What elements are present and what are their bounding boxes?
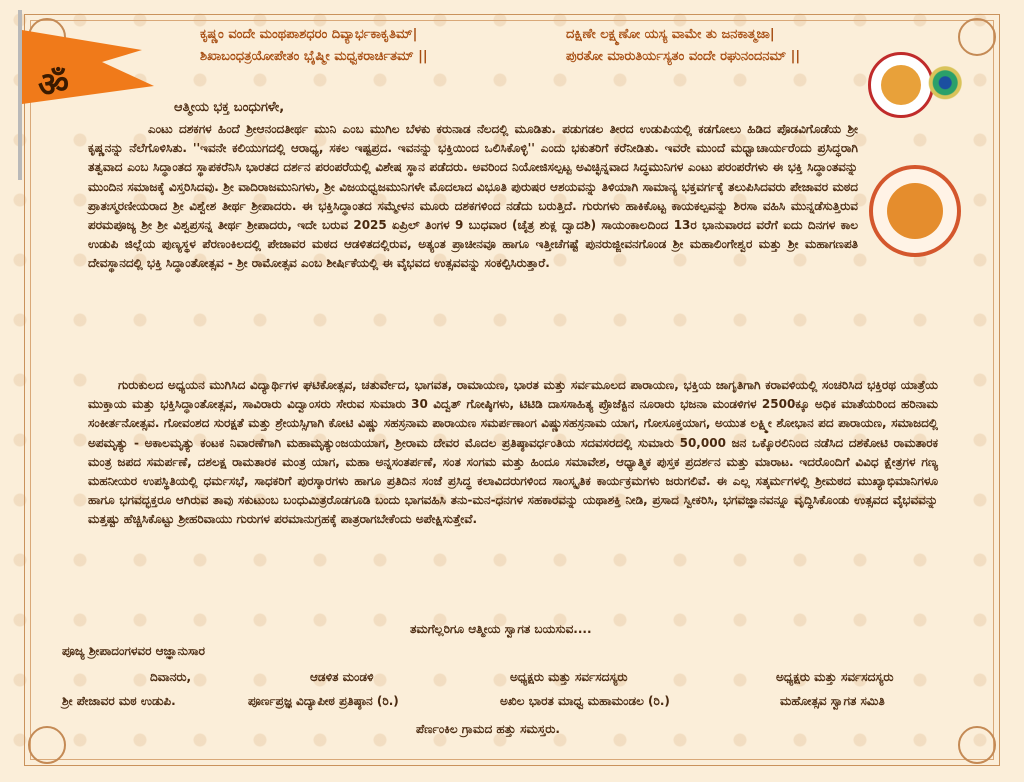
salutation: ಆತ್ಮೀಯ ಭಕ್ತ ಬಂಧುಗಳೇ, xyxy=(174,100,285,115)
signatory-3-org: ಅಖಿಲ ಭಾರತ ಮಾಧ್ವ ಮಹಾಮಂಡಲ (ರಿ.) xyxy=(500,694,670,708)
corner-ornament xyxy=(958,18,996,56)
signatory-1-title: ದಿವಾನರು, xyxy=(150,670,192,684)
utsava-logo xyxy=(869,165,961,257)
footer-line: ಪೆರ್ಣಂಕಿಲ ಗ್ರಾಮದ ಹತ್ತು ಸಮಸ್ತರು. xyxy=(416,722,560,736)
paragraph-2: ಗುರುಕುಲದ ಅಧ್ಯಯನ ಮುಗಿಸಿದ ವಿದ್ಯಾರ್ಥಿಗಳ ಘಟಿಕೋತ್ಸವ, ಚತುರ್ವೇದ, ಭಾಗವತ, ರಾಮಾಯಣ, ಭಾರತ ಮತ್ತು ಸರ್ವಮೂಲದ ಪಾರಾಯಣ, ಭಕ್ತಿಯ ಜಾಗೃತಿಗಾಗಿ ಕರಾವಳಿಯಲ್ಲಿ ಸಂಚರಿಸಿದ ಭಕ್ತಿರಥ ಯಾತ್ರೆಯ ಮುಕ್ತಾಯ ಮತ್ತು ಭಕ್ತಿಸಿದ್ಧಾಂತೋತ್ಸವ, ಸಾವಿರಾರು ವಿದ್ವಾಂಸರು ಸೇರುವ ಸುಮಾರು 30 ವಿದ್ವತ್ ಗೋಷ್ಠಿಗಳು, ಟಿಟಿಡಿ ದಾಸಸಾಹಿತ್ಯ ಪ್ರೊಜೆಕ್ಟಿನ ನೂರಾರು ಭಜನಾ ಮಂಡಳಿಗಳ 2500ಕ್ಕೂ ಅಧಿಕ ಮಾತೆಯರಿಂದ ಹರಿನಾಮ ಸಂಕೀರ್ತನೋತ್ಸವ. ಗೋವಂಶದ ಸುರಕ್ಷತೆ ಮತ್ತು ಶ್ರೇಯಸ್ಸಿಗಾಗಿ ಕೋಟಿ ವಿಷ್ಣು ಸಹಸ್ರನಾಮ ಪಾರಾಯಣ ಸಮರ್ಪಣಾಂಗ ವಿಷ್ಣುಸಹಸ್ರನಾಮ ಯಾಗ, ಗೋಸೂಕ್ತಯಾಗ, ಅಯುತ ಲಕ್ಷ್ಮೀ ಶೋಭಾನ ಪದ ಪಾರಾಯಣ, ಸಮಾಜದಲ್ಲಿ ಅಪಮೃತ್ಯು - ಅಕಾಲಮೃತ್ಯು ಕಂಟಕ ನಿವಾರಣೆಗಾಗಿ ಮಹಾಮೃತ್ಯುಂಜಯಯಾಗ, ಶ್ರೀರಾಮ ದೇವರ ಮೊದಲ ಪ್ರತಿಷ್ಠಾವರ್ಧಂತಿಯ ಸದವಸರದಲ್ಲಿ ಸುಮಾರು 50,000 ಜನ ಒಕ್ಕೊರಲಿನಿಂದ ನಡೆಸಿದ ದಶಕೋಟಿ ರಾಮತಾರಕ ಮಂತ್ರ ಜಪದ ಸಮರ್ಪಣೆ, ದಶಲಕ್ಷ ರಾಮತಾರಕ ಮಂತ್ರ ಯಾಗ, ಮಹಾ ಅನ್ನಸಂತರ್ಪಣೆ, ಸಂತ ಸಂಗಮ ಮತ್ತು ಹಿಂದೂ ಸಮಾವೇಶ, ಆಧ್ಯಾತ್ಮಿಕ ಪುಸ್ತಕ ಪ್ರದರ್ಶನ ಮತ್ತು ಮಾರಾಟ. ಇದರೊಂದಿಗೆ ವಿವಿಧ ಕ್ಷೇತ್ರಗಳ ಗಣ್ಯ ಮಹನೀಯರ ಉಪಸ್ಥಿತಿಯಲ್ಲಿ ಧರ್ಮಸಭೆ, ಸಾಧಕರಿಗೆ ಪುರಸ್ಕಾರಗಳು ಹಾಗೂ ಪ್ರತಿದಿನ ಸಂಜೆ ಪ್ರಸಿದ್ಧ ಕಲಾವಿದರುಗಳಿಂದ ಸಾಂಸ್ಕೃತಿಕ ಕಾರ್ಯಕ್ರಮಗಳು ಜರುಗಲಿವೆ. ಈ ಎಲ್ಲ ಸತ್ಕರ್ಮಗಳಲ್ಲಿ ಶ್ರೀಮಠದ ಮುಖ್ಯಾಭಿಮಾನಿಗಳೂ ಹಾಗೂ ಭಗವದ್ಭಕ್ತರೂ ಆಗಿರುವ ತಾವು ಸಕುಟುಂಬ ಬಂಧುಮಿತ್ರರೊಡಗೂಡಿ ಬಂದು ಭಾಗವಹಿಸಿ ತನು-ಮನ-ಧನಗಳ ಸಹಕಾರವನ್ನು ಯಥಾಶಕ್ತಿ ನೀಡಿ, ಪ್ರಸಾದ ಸ್ವೀಕರಿಸಿ, ಭಗವಜ್ಞಾನವನ್ನೂ ವೃದ್ಧಿಸಿಕೊಂಡು ಉತ್ಸವದ ವೈಭವವನ್ನು ಮತ್ತಷ್ಟು ಹೆಚ್ಚಿಸಿಕೊಟ್ಟು ಶ್ರೀಹರಿವಾಯು ಗುರುಗಳ ಪರಮಾನುಗ್ರಹಕ್ಕೆ ಪಾತ್ರರಾಗಬೇಕೆಂದು ಅಪೇಕ್ಷಿಸುತ್ತೇವೆ. xyxy=(88,378,938,527)
signatory-1-org: ಶ್ರೀ ಪೇಜಾವರ ಮಠ ಉಡುಪಿ. xyxy=(62,694,176,708)
signatory-4-title: ಅಧ್ಯಕ್ಷರು ಮತ್ತು ಸರ್ವಸದಸ್ಯರು xyxy=(776,670,894,684)
shloka-left: ಕೃಷ್ಣಂ ವಂದೇ ಮಂಥಪಾಶಧರಂ ದಿವ್ಯಾರ್ಭಕಾಕೃತಿಮ್| ಶಿಖಾಬಂಧತ್ರಯೋಪೇತಂ ಭೈಷ್ಮೀ ಮಧ್ವಕರಾರ್ಚಿತಮ್ || xyxy=(200,27,428,64)
paragraph-1: ಎಂಟು ದಶಕಗಳ ಹಿಂದೆ ಶ್ರೀಆನಂದತೀರ್ಥ ಮುನಿ ಎಂಬ ಮುಗಿಲ ಬೆಳಕು ಕರುನಾಡ ನೆಲದಲ್ಲಿ ಮೂಡಿತು. ಪಡುಗಡಲ ತೀರದ ಉಡುಪಿಯಲ್ಲಿ ಕಡಗೋಲು ಹಿಡಿದ ಪೊಡವಿಗೊಡೆಯ ಶ್ರೀ ಕೃಷ್ಣನನ್ನು ನೆಲೆಗೊಳಿಸಿತು. ''ಇವನೇ ಕಲಿಯುಗದಲ್ಲಿ ಆರಾಧ್ಯ, ಸಕಲ ಇಷ್ಟಪ್ರದ. ಇವನನ್ನು ಭಕ್ತಿಯಿಂದ ಒಲಿಸಿಕೊಳ್ಳಿ'' ಎಂದು ಭಕುತರಿಗೆ ಕರೆನೀಡಿತು. ಇವರೇ ಮುಂದೆ ಮಧ್ವಾಚಾರ್ಯರೆಂದು ಪ್ರಸಿದ್ಧರಾಗಿ ತತ್ವವಾದ ಎಂಬ ಸಿದ್ಧಾಂತದ ಸ್ಥಾಪಕರೆನಿಸಿ ಭಾರತದ ದರ್ಶನ ಪರಂಪರೆಯಲ್ಲಿ ವಿಶೇಷ ಸ್ಥಾನ ಪಡೆದರು. ಅವರಿಂದ ನಿಯೋಜಿಸಲ್ಪಟ್ಟ ಅವಿಚ್ಛಿನ್ನವಾದ ಸಿದ್ಧಮುನಿಗಳ ಎಂಟು ಪರಂಪರೆಗಳು ಈ ಭಕ್ತಿ ಸಿದ್ಧಾಂತವನ್ನು ಮುಂದಿನ ಸಮಾಜಕ್ಕೆ ವಿಸ್ತರಿಸಿದವು. ಶ್ರೀ ವಾದಿರಾಜಮುನಿಗಳು, ಶ್ರೀ ವಿಜಯಧ್ವಜಮುನಿಗಳೇ ಮೊದಲಾದ ವಿಭೂತಿ ಪುರುಷರ ಆಶಯವನ್ನು ತಿಳಿಯಾಗಿ ಸಾಮಾನ್ಯ ಭಕ್ತವರ್ಗಕ್ಕೆ ತಲುಪಿಸಿದವರು ಪೇಜಾವರ ಮಠದ ಪ್ರಾತಃಸ್ಮರಣೀಯರಾದ ಶ್ರೀ ವಿಶ್ವೇಶ ತೀರ್ಥ ಶ್ರೀಪಾದರು. ಈ ಭಕ್ತಿಸಿದ್ಧಾಂತದ ಸಮ್ಮೇಳನ ಮೂರು ದಶಕಗಳಿಂದ ನಡೆದು ಬರುತ್ತಿದೆ. ಗುರುಗಳು ಹಾಕಿಕೊಟ್ಟ ಕಾಯಕಲ್ಪವನ್ನು ಶಿರಸಾ ವಹಿಸಿ ಮುನ್ನಡೆಸುತ್ತಿರುವ ಪರಮಪೂಜ್ಯ ಶ್ರೀ ಶ್ರೀ ವಿಶ್ವಪ್ರಸನ್ನ ತೀರ್ಥ ಶ್ರೀಪಾದರು, ಇದೇ ಬರುವ 2025 ಏಪ್ರಿಲ್ ತಿಂಗಳ 9 ಬುಧವಾರ (ಚೈತ್ರ ಶುಕ್ಲ ದ್ವಾದಶಿ) ಸಾಯಂಕಾಲದಿಂದ 13ರ ಭಾನುವಾರದ ವರೆಗೆ ಐದು ದಿನಗಳ ಕಾಲ ಉಡುಪಿ ಜಿಲ್ಲೆಯ ಪುಣ್ಯಸ್ಥಳ ಪೆರಣಂಕಿಲದಲ್ಲಿ ಪೇಜಾವರ ಮಠದ ಆಡಳಿತದಲ್ಲಿರುವ, ಅತ್ಯಂತ ಪ್ರಾಚೀನವೂ ಹಾಗೂ ಇತ್ತೀಚೆಗಷ್ಟೆ ಪುನರುಜ್ಜೀವನಗೊಂಡ ಶ್ರೀ ಮಹಾಲಿಂಗೇಶ್ವರ ಮತ್ತು ಶ್ರೀ ಮಹಾಗಣಪತಿ ದೇವಸ್ಥಾನದಲ್ಲಿ ಭಕ್ತಿ ಸಿದ್ಧಾಂತೋತ್ಸವ - ಶ್ರೀ ರಾಮೋತ್ಸವ ಎಂಬ ಶೀರ್ಷಿಕೆಯಲ್ಲಿ ಈ ವೈಭವದ ಉತ್ಸವವನ್ನು ಸಂಕಲ್ಪಿಸಿರುತ್ತಾರೆ. xyxy=(88,122,858,271)
signatory-3-title: ಅಧ್ಯಕ್ಷರು ಮತ್ತು ಸರ್ವಸದಸ್ಯರು xyxy=(510,670,628,684)
welcome-line: ತಮಗೆಲ್ಲರಿಗೂ ಆತ್ಮೀಯ ಸ್ವಾಗತ ಬಯಸುವ.... xyxy=(410,622,592,636)
corner-ornament xyxy=(958,726,996,764)
signatory-4-org: ಮಹೋತ್ಸವ ಸ್ವಾಗತ ಸಮಿತಿ xyxy=(780,694,885,708)
signatory-2-title: ಆಡಳಿತ ಮಂಡಳಿ xyxy=(310,670,374,684)
matha-logo xyxy=(868,52,934,118)
order-line: ಪೂಜ್ಯ ಶ್ರೀಪಾದಂಗಳವರ ಆಜ್ಞಾನುಸಾರ xyxy=(62,644,205,658)
om-symbol-icon: ॐ xyxy=(38,65,70,105)
signatory-2-org: ಪೂರ್ಣಪ್ರಜ್ಞ ವಿದ್ಯಾಪೀಠ ಪ್ರತಿಷ್ಠಾನ (ರಿ.) xyxy=(248,694,399,708)
corner-ornament xyxy=(28,726,66,764)
shloka-right: ದಕ್ಷಿಣೇ ಲಕ್ಷ್ಮಣೋ ಯಸ್ಯ ವಾಮೇ ತು ಜನಕಾತ್ಮಜಾ| ಪುರತೋ ಮಾರುತಿರ್ಯಸ್ಯತಂ ವಂದೇ ರಘುನಂದನಮ್ || xyxy=(566,27,801,64)
